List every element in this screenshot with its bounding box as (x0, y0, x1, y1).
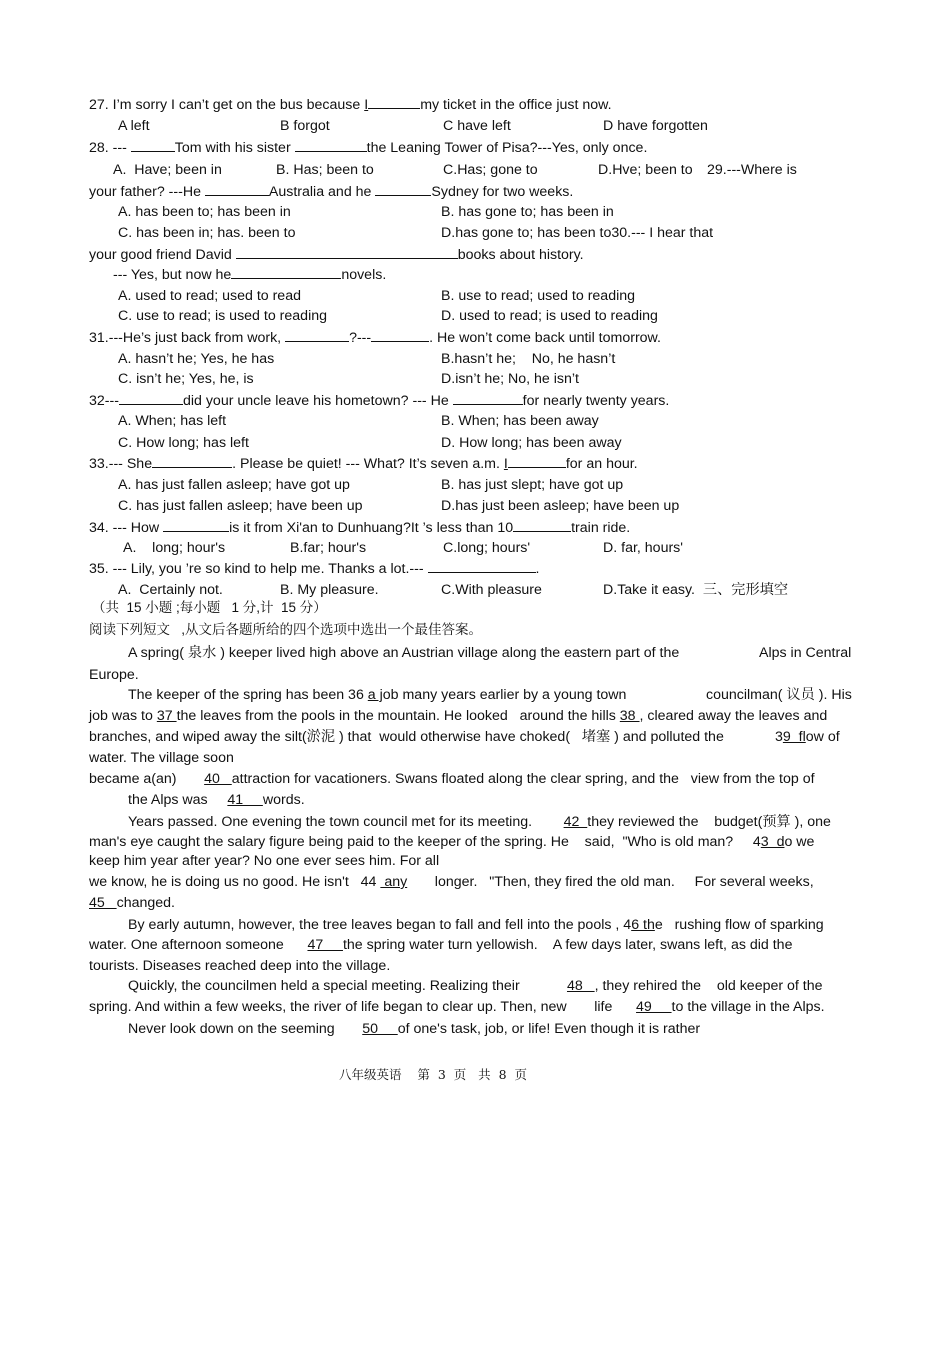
q27-stem: 27. I’m sorry I can’t get on the bus because I my ticket in the office just now. (89, 97, 612, 113)
passage-line: the Alps was 41 words. (128, 792, 305, 808)
q33-option-a: A. has just fallen asleep; have got up (118, 477, 350, 493)
q31-option-d: D.isn’t he; No, he isn’t (441, 371, 579, 387)
passage-line: we know, he is doing us no good. He isn't 44 any longer. "Then, they fired the old man. For several weeks, (89, 874, 814, 890)
passage-line: man's eye caught the salary figure being paid to the keeper of the spring. He said, "Who is old man? 43 do we (89, 834, 815, 850)
passage-line: tourists. Diseases reached deep into the village. (89, 958, 391, 974)
q32-option-c: C. How long; has left (118, 435, 249, 451)
passage-line: A spring( 泉水 ) keeper lived high above an Austrian village along the eastern part of the (128, 645, 680, 661)
q33-option-b: B. has just slept; have got up (441, 477, 624, 493)
passage-line: Quickly, the councilmen held a special meeting. Realizing their 48 , they rehired the old keeper of the (128, 978, 823, 994)
section-points: （共 15 小题 ;每小题 1 分,计 15 分） (92, 600, 327, 615)
q31-option-a: A. hasn’t he; Yes, he has (118, 351, 275, 367)
page-footer: 八年级英语 第 3 页 共 8 页 (339, 1067, 528, 1082)
q32-option-d: D. How long; has been away (441, 435, 622, 451)
q29-option-b: B. has gone to; has been in (441, 204, 614, 220)
q31-option-b: B.hasn’t he; No, he hasn’t (441, 351, 616, 367)
q34-option-d: D. far, hours' (603, 540, 683, 556)
q28-option-b: B. Has; been to (276, 162, 374, 178)
q31-option-c: C. isn’t he; Yes, he, is (118, 371, 254, 387)
q31-stem: 31.---He’s just back from work, ?--- . He won’t come back until tomorrow. (89, 330, 661, 346)
q33-option-d: D.has just been asleep; have been up (441, 498, 680, 514)
q35-option-c: C.With pleasure (441, 582, 542, 598)
q32-stem: 32--- did your uncle leave his hometown? --- He for nearly twenty years. (89, 393, 670, 409)
q30-option-b: B. use to read; used to reading (441, 288, 636, 304)
passage-line: 45 changed. (89, 895, 175, 911)
q28-option-c: C.Has; gone to (443, 162, 538, 178)
q28-stem: 28. --- Tom with his sister the Leaning Tower of Pisa?---Yes, only once. (89, 140, 648, 156)
passage-line: became a(an) 40 attraction for vacationers. Swans floated along the clear spring, and the view from the top of (89, 771, 815, 787)
passage-line: job was to 37 the leaves from the pools in the mountain. He looked around the hills 38 , cleared away the leaves and (89, 708, 828, 724)
q33-stem: 33.--- She . Please be quiet! --- What? It’s seven a.m. I for an hour. (89, 456, 638, 472)
q29-stem: your father? ---He Australia and he Sydney for two weeks. (89, 184, 574, 200)
passage-line: water. The village soon (89, 750, 234, 766)
passage-line: Never look down on the seeming 50 of one's task, job, or life! Even though it is rather (128, 1021, 701, 1037)
passage-line: keep him year after year? No one ever sees him. For all (89, 853, 440, 869)
q32-option-b: B. When; has been away (441, 413, 599, 429)
q29-option-d: D.has gone to; has been to30.--- I hear that (441, 225, 714, 241)
passage-line: Years passed. One evening the town council met for its meeting. 42 they reviewed the budget(预算 ), one (128, 814, 831, 830)
q27-option-d: D have forgotten (603, 118, 708, 134)
q29-option-a: A. has been to; has been in (118, 204, 291, 220)
q29-option-c: C. has been in; has. been to (118, 225, 296, 241)
q30-stem-2: --- Yes, but now he novels. (113, 267, 387, 283)
q28-option-d: D.Hve; been to (598, 162, 693, 178)
section-heading: 三、完形填空 (702, 582, 789, 598)
q35-option-b: B. My pleasure. (280, 582, 379, 598)
passage-line: water. One afternoon someone 47 the spring water turn yellowish. A few days later, swans left, as did the (89, 937, 793, 953)
q30-option-a: A. used to read; used to read (118, 288, 301, 304)
q27-option-b: B forgot (280, 118, 330, 134)
q34-option-a: A. long; hour's (123, 540, 226, 556)
q32-option-a: A. When; has left (118, 413, 227, 429)
passage-line: Europe. (89, 667, 139, 683)
passage-line: By early autumn, however, the tree leaves began to fall and fell into the pools , 46 the rushing flow of sparking (128, 917, 824, 933)
q34-option-c: C.long; hours' (443, 540, 531, 556)
q27-option-a: A left (118, 118, 150, 134)
passage-line: The keeper of the spring has been 36 a job many years earlier by a young town (128, 687, 627, 703)
q33-option-c: C. has just fallen asleep; have been up (118, 498, 363, 514)
q30-stem: your good friend David books about history. (89, 247, 584, 263)
q27-option-c: C have left (443, 118, 511, 134)
q30-option-c: C. use to read; is used to reading (118, 308, 327, 324)
section-instruction: 阅读下列短文 ,从文后各题所给的四个选项中选出一个最佳答案。 (89, 622, 483, 637)
q35-option-d: D.Take it easy. 三、完形填空 (603, 582, 789, 598)
q29-head: 29.---Where is (707, 162, 797, 178)
q34-option-b: B.far; hour's (290, 540, 367, 556)
passage-line: branches, and wiped away the silt(淤泥 ) that would otherwise have choked( 堵塞 ) and polluted the (89, 729, 724, 745)
q30-option-d: D. used to read; is used to reading (441, 308, 658, 324)
passage-line: spring. And within a few weeks, the river of life began to clear up. Then, new life 49 to the village in the Alps. (89, 999, 825, 1015)
q35-stem: 35. --- Lily, you ’re so kind to help me. Thanks a lot.--- . (89, 561, 540, 577)
passage-line: Alps in Central (759, 645, 852, 661)
q34-stem: 34. --- How is it from Xi'an to Dunhuang?It ’s less than 10 train ride. (89, 520, 631, 536)
passage-line: councilman( 议员 ). His (706, 687, 852, 703)
q28-option-a: A. Have; been in (113, 162, 222, 178)
q35-option-a: A. Certainly not. (118, 582, 223, 598)
passage-line: 39 flow of (775, 729, 840, 745)
